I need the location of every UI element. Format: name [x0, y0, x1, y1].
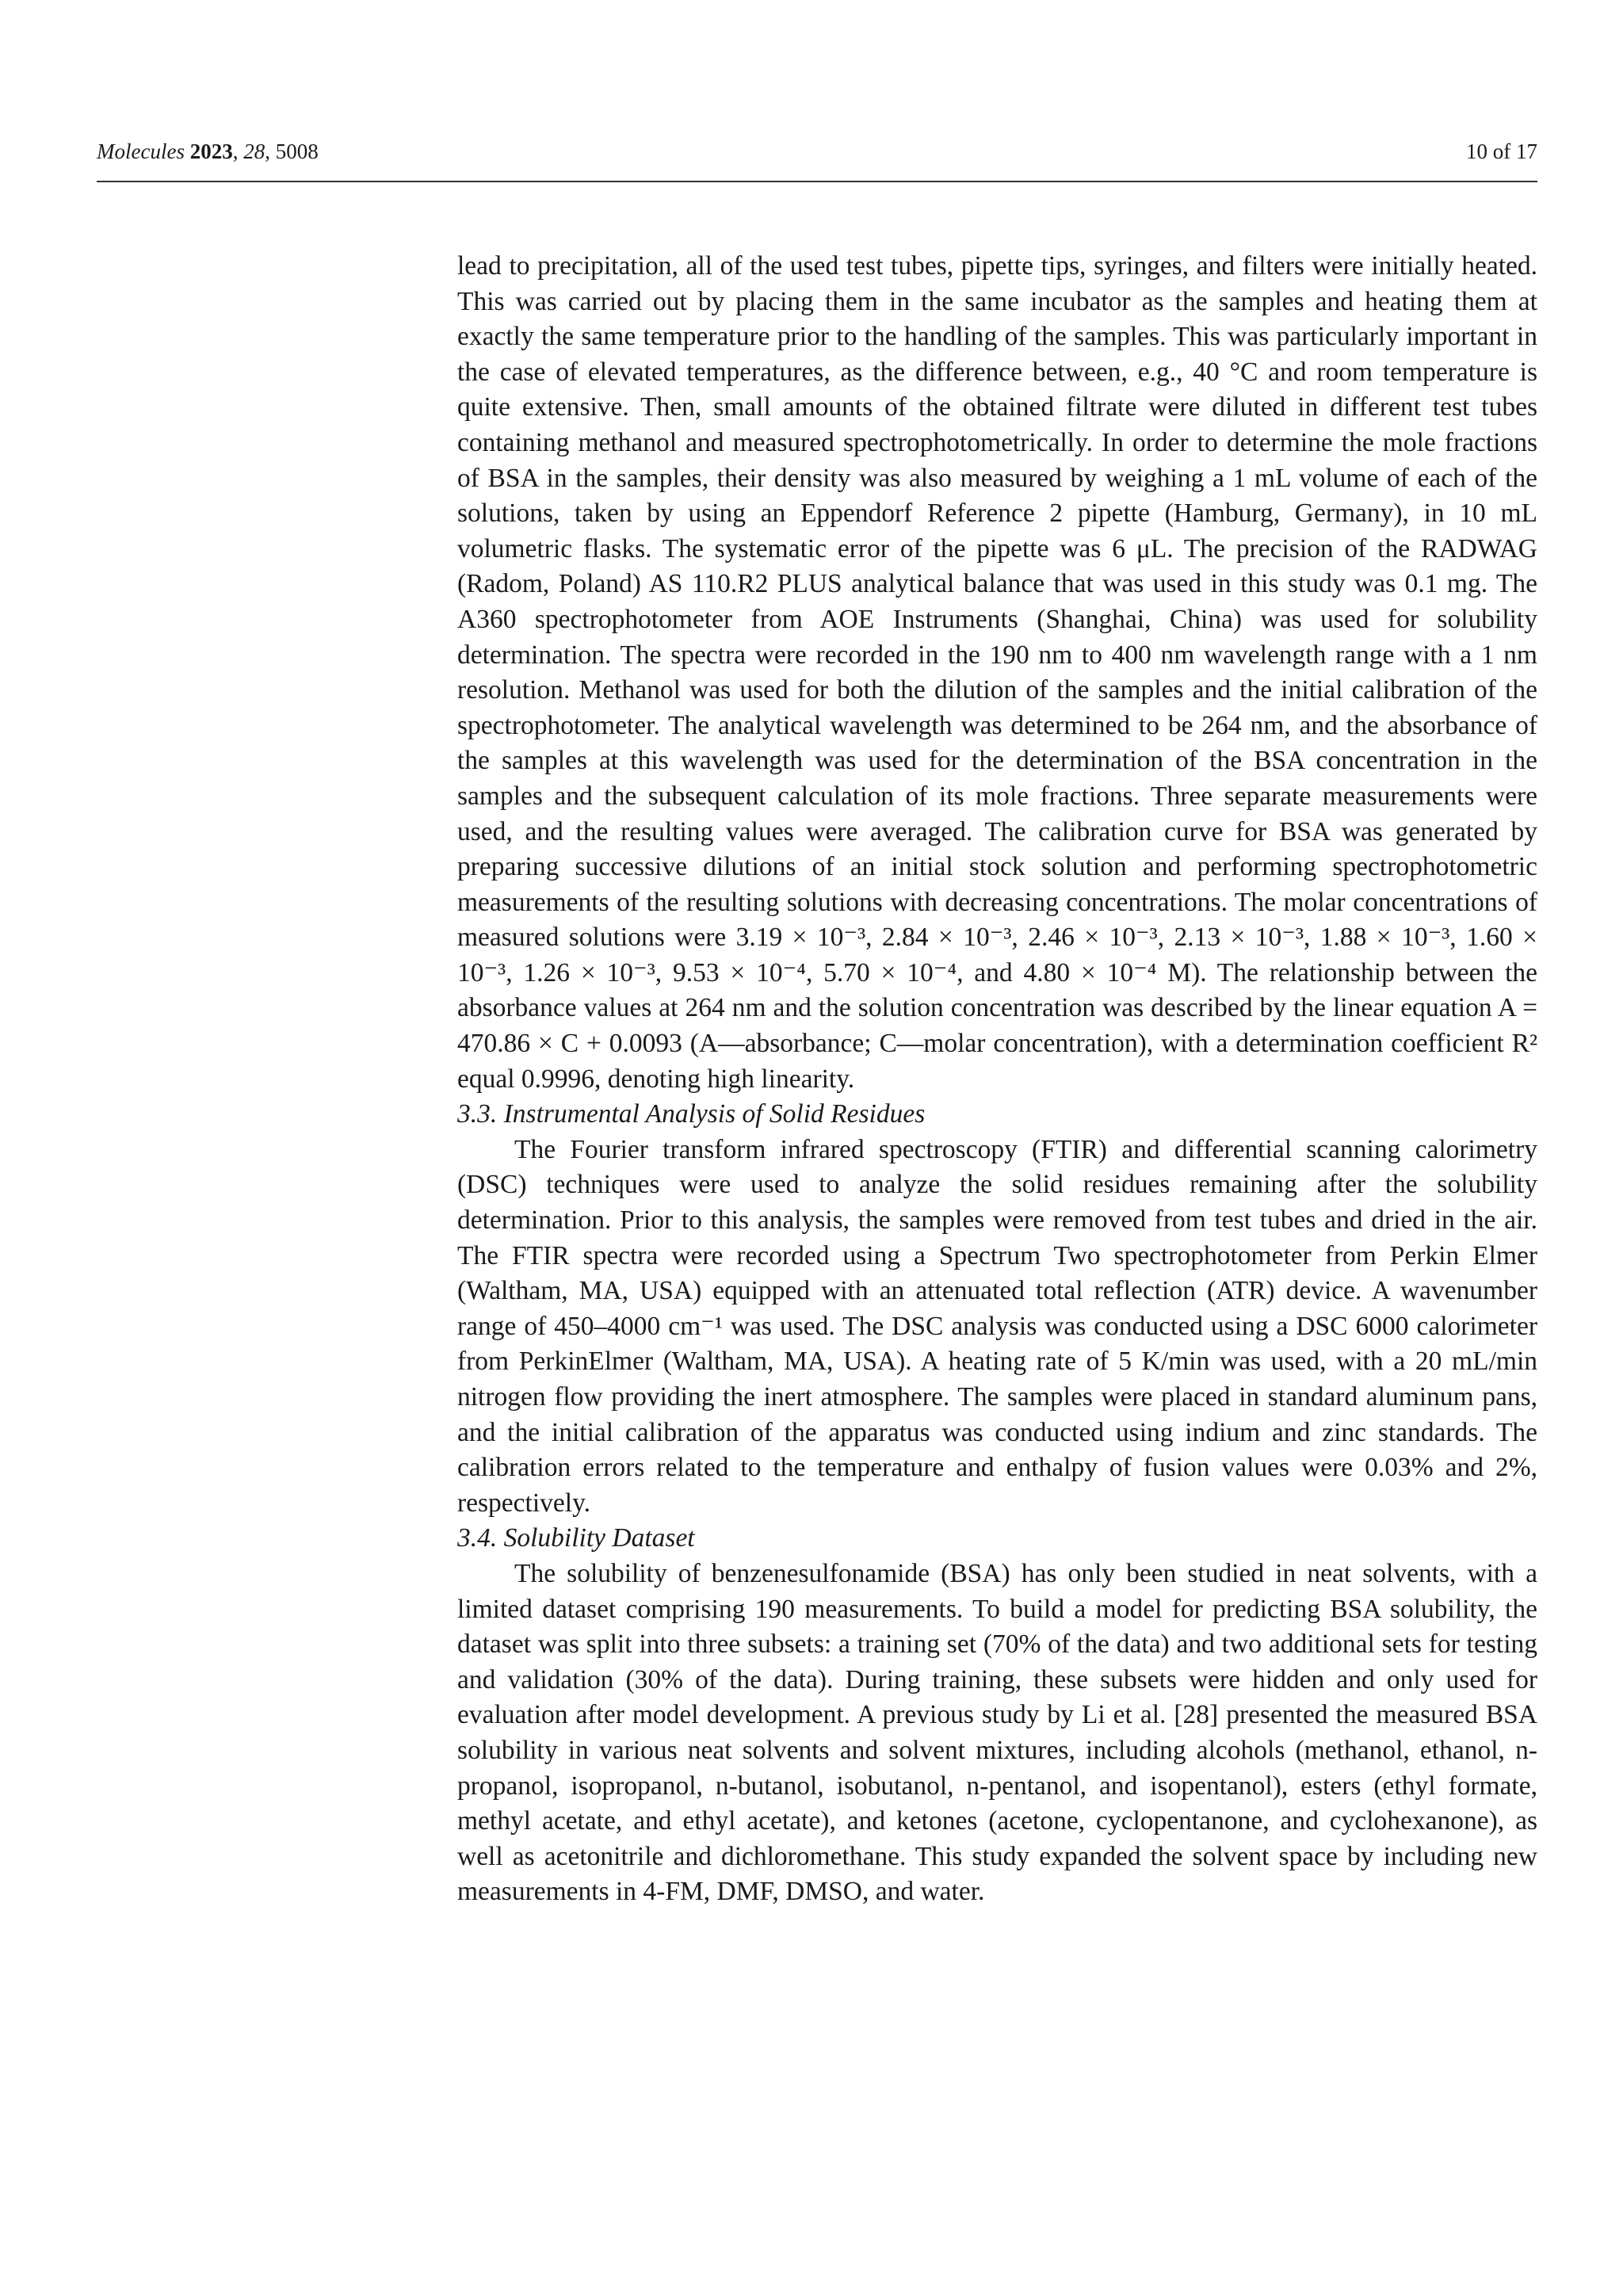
- journal-citation: Molecules 2023, 28, 5008: [97, 139, 319, 163]
- section-heading-3-3: 3.3. Instrumental Analysis of Solid Residues: [457, 1099, 926, 1129]
- paragraph-instrumental-analysis: The Fourier transform infrared spectroscopy (FTIR) and differential scanning calorimetry (DSC) techniques were used to analyze the solid residues remaining after the solubility determination. Prior to this analysis, the samples were removed from test tubes and dried in the air. The FTIR spectra were recorded using a Spectrum Two spectrophotometer from Perkin Elmer (Waltham, MA, USA) equipped with an attenuated total reflection (ATR) device. A wavenumber range of 450–4000 cm⁻¹ was used. The DSC analysis was conducted using a DSC 6000 calorimeter from PerkinElmer (Waltham, MA, USA). A heating rate of 5 K/min was used, with a 20 mL/min nitrogen flow providing the inert atmosphere. The samples were placed in standard aluminum pans, and the initial calibration of the apparatus was conducted using indium and zinc standards. The calibration errors related to the temperature and enthalpy of fusion values were 0.03% and 2%, respectively.: [457, 1134, 1537, 1518]
- paragraph-methods-continued: lead to precipitation, all of the used test tubes, pipette tips, syringes, and filters were initially heated. This was carried out by placing them in the same incubator as the samples and heating them at exactly the same temperature prior to the handling of the samples. This was particularly important in the case of elevated temperatures, as the difference between, e.g., 40 °C and room temperature is quite extensive. Then, small amounts of the obtained filtrate were diluted in different test tubes containing methanol and measured spectrophotometrically. In order to determine the mole fractions of BSA in the samples, their density was also measured by weighing a 1 mL volume of each of the solutions, taken by using an Eppendorf Reference 2 pipette (Hamburg, Germany), in 10 mL volumetric flasks. The systematic error of the pipette was 6 μL. The precision of the RADWAG (Radom, Poland) AS 110.R2 PLUS analytical balance that was used in this study was 0.1 mg. The A360 spectrophotometer from AOE Instruments (Shanghai, China) was used for solubility determination. The spectra were recorded in the 190 nm to 400 nm wavelength range with a 1 nm resolution. Methanol was used for both the dilution of the samples and the initial calibration of the spectrophotometer. The analytical wavelength was determined to be 264 nm, and the absorbance of the samples at this wavelength was used for the determination of the BSA concentration in the samples and the subsequent calculation of its mole fractions. Three separate measurements were used, and the resulting values were averaged. The calibration curve for BSA was generated by preparing successive dilutions of an initial stock solution and performing spectrophotometric measurements of the resulting solutions with decreasing concentrations. The molar concentrations of measured solutions were 3.19 × 10⁻³, 2.84 × 10⁻³, 2.46 × 10⁻³, 2.13 × 10⁻³, 1.88 × 10⁻³, 1.60 × 10⁻³, 1.26 × 10⁻³, 9.53 × 10⁻⁴, 5.70 × 10⁻⁴, and 4.80 × 10⁻⁴ M). The relationship between the absorbance values at 264 nm and the solution concentration was described by the linear equation A = 470.86 × C + 0.0093 (A—absorbance; C—molar concentration), with a determination coefficient R² equal 0.9996, denoting high linearity.: [457, 251, 1537, 1094]
- main-text: [457, 249, 1537, 1910]
- header-rule: [97, 181, 1537, 182]
- article-number: 5008: [275, 139, 319, 163]
- section-heading-3-4: 3.4. Solubility Dataset: [457, 1523, 695, 1553]
- page-number: 10 of 17: [1466, 139, 1537, 163]
- journal-year: 2023: [189, 139, 233, 163]
- journal-volume: 28: [243, 139, 265, 163]
- journal-name: Molecules: [97, 139, 185, 163]
- paragraph-solubility-dataset: The solubility of benzenesulfonamide (BSA) has only been studied in neat solvents, with a limited dataset comprising 190 measurements. To build a model for predicting BSA solubility, the dataset was split into three subsets: a training set (70% of the data) and two additional sets for testing and validation (30% of the data). During training, these subsets were hidden and only used for evaluation after model development. A previous study by Li et al. [28] presented the measured BSA solubility in various neat solvents and solvent mixtures, including alcohols (methanol, ethanol, n-propanol, isopropanol, n-butanol, isobutanol, n-pentanol, and isopentanol), esters (ethyl formate, methyl acetate, and ethyl acetate), and ketones (acetone, cyclopentanone, and cyclohexanone), as well as acetonitrile and dichloromethane. This study expanded the solvent space by including new measurements in 4-FM, DMF, DMSO, and water.: [457, 1558, 1537, 1907]
- running-header: [97, 139, 1537, 187]
